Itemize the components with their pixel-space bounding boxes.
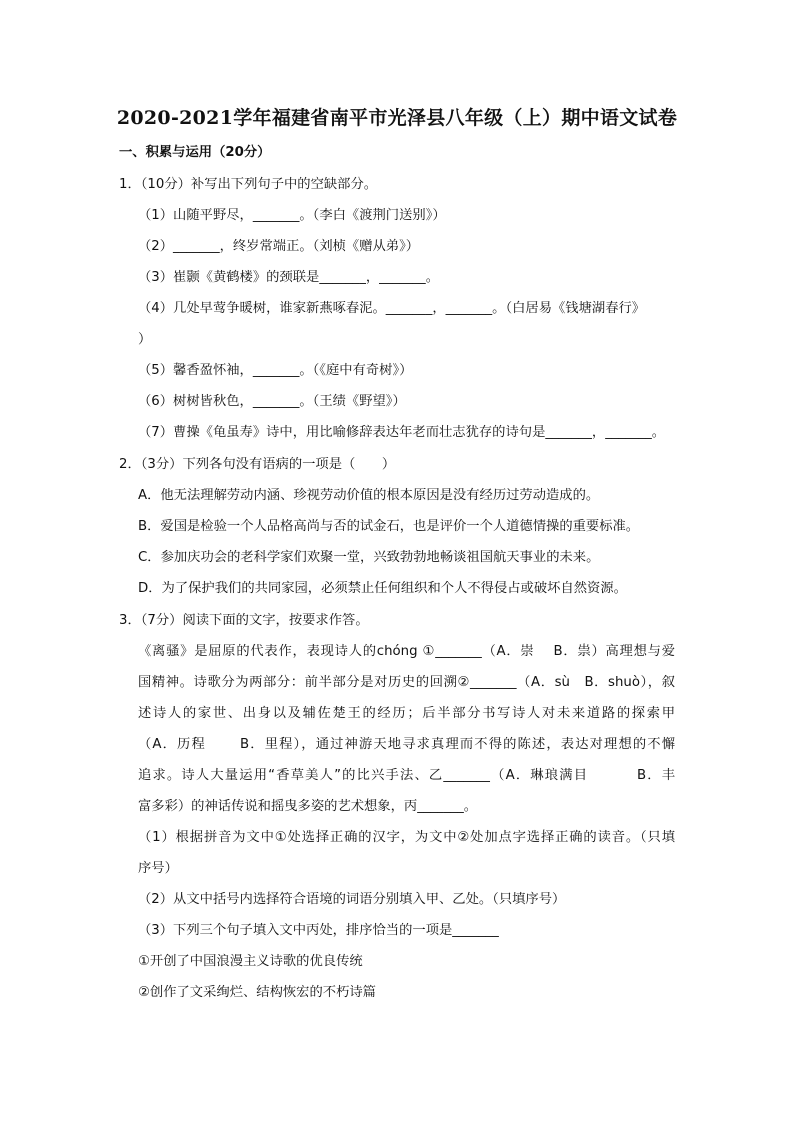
question-1-item-5: （5）馨香盈怀袖，_______。（《庭中有奇树》） [138, 363, 413, 378]
question-2-option-c: C．参加庆功会的老科学家们欢聚一堂，兴致勃勃地畅谈祖国航天事业的未来。 [138, 550, 600, 565]
question-3-choice-2: ②创作了文采绚烂、结构恢宏的不朽诗篇 [138, 985, 376, 1000]
question-3-sub-1: （1）根据拼音为文中①处选择正确的汉字，为文中②处加点字选择正确的读音。（只填 [138, 830, 675, 845]
question-2-option-b: B．爱国是检验一个人品格高尚与否的试金石，也是评价一个人道德情操的重要标准。 [138, 519, 640, 534]
question-3-stem: 3．（7分）阅读下面的文字，按要求作答。 [119, 613, 369, 628]
question-3-passage-line: 述诗人的家世、出身以及辅佐楚王的经历；后半部分书写诗人对未来道路的探索甲 [138, 706, 675, 721]
question-3-sub-3: （3）下列三个句子填入文中丙处，排序恰当的一项是_______ [138, 923, 499, 938]
question-1-item-7: （7）曹操《龟虽寿》诗中，用比喻修辞表达年老而壮志犹存的诗句是_______，_______。 [138, 425, 666, 440]
question-1-item-2: （2）_______，终岁常端正。（刘桢《赠从弟》） [138, 239, 420, 254]
question-2-stem: 2．（3分）下列各句没有语病的一项是（ ） [119, 457, 396, 472]
question-1-item-3: （3）崔颢《黄鹤楼》的颈联是_______，_______。 [138, 270, 439, 285]
section-heading: 一、积累与运用（20分） [119, 145, 271, 160]
question-3-sub-1-wrap: 序号） [138, 861, 178, 876]
question-3-sub-2: （2）从文中括号内选择符合语境的词语分别填入甲、乙处。（只填序号） [138, 892, 566, 907]
question-3-choice-1: ①开创了中国浪漫主义诗歌的优良传统 [138, 954, 363, 969]
page-title: 2020-2021学年福建省南平市光泽县八年级（上）期中语文试卷 [116, 107, 678, 129]
question-3-passage-line: （A．历程 B．里程），通过神游天地寻求真理而不得的陈述，表达对理想的不懈 [138, 737, 675, 752]
question-1-item-1: （1）山随平野尽，_______。（李白《渡荆门送别》） [138, 208, 446, 223]
question-3-passage-line: 《离骚》是屈原的代表作，表现诗人的chóng ①_______（A．崇 B．祟）高理想与爱 [138, 644, 675, 659]
question-1-item-4-wrap: ） [138, 332, 152, 347]
question-1-stem: 1．（10分）补写出下列句子中的空缺部分。 [119, 177, 378, 192]
question-1-item-4: （4）几处早莺争暖树，谁家新燕啄春泥。_______，_______。（白居易《钱塘湖春行》 [138, 301, 646, 316]
question-3-passage-line: 富多彩）的神话传说和摇曳多姿的艺术想象，丙_______。 [138, 799, 478, 814]
question-2-option-d: D．为了保护我们的共同家园，必须禁止任何组织和个人不得侵占或破坏自然资源。 [138, 581, 627, 596]
question-3-passage-line: 国精神。诗歌分为两部分：前半部分是对历史的回溯②_______（A．sù B．shuò），叙 [138, 675, 675, 690]
question-2-option-a: A．他无法理解劳动内涵、珍视劳动价值的根本原因是没有经历过劳动造成的。 [138, 488, 600, 503]
question-1-item-6: （6）树树皆秋色，_______。（王绩《野望》） [138, 394, 406, 409]
question-3-passage-line: 追求。诗人大量运用“香草美人”的比兴手法、乙_______（A．琳琅满目 B．丰 [138, 768, 675, 783]
